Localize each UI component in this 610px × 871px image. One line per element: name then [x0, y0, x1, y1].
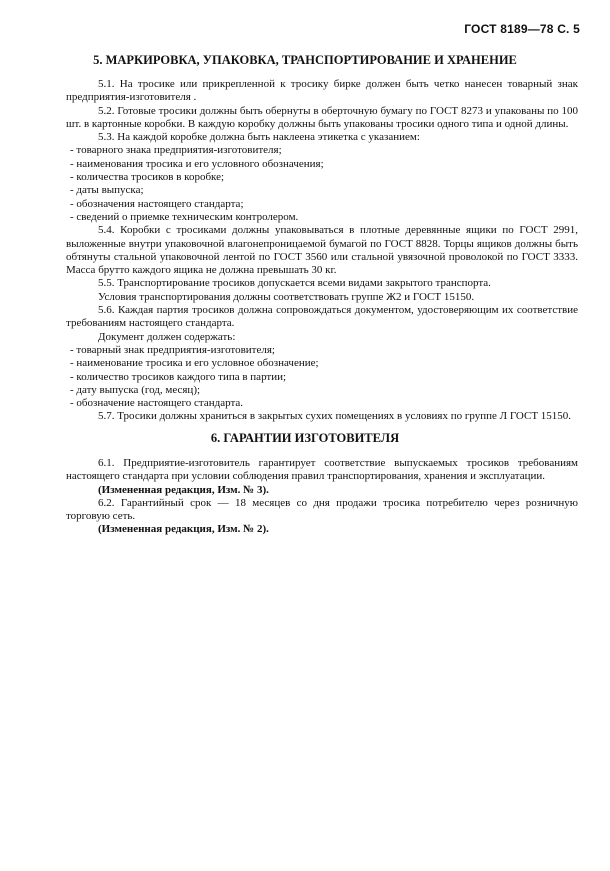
paragraph-5-7: 5.7. Тросики должны храниться в закрытых сухих помещениях в условиях по группе Л ГОСТ 15150.: [98, 410, 572, 423]
section-6-body: [66, 457, 578, 537]
paragraph-5-3: 5.3. На каждой коробке должна быть наклеена этикетка с указанием:: [98, 131, 420, 144]
list-item: - товарного знака предприятия-изготовителя;: [66, 144, 578, 157]
paragraph-6-2: 6.2. Гарантийный срок — 18 месяцев со дня продажи тросика потребителю через розничную торговую сеть.: [66, 496, 578, 523]
section-5-body: [66, 78, 578, 424]
list-item: - даты выпуска;: [66, 184, 578, 197]
paragraph-5-1: 5.1. На тросике или прикрепленной к тросику бирке должен быть четко нанесен товарный знак предприятия-изготовителя .: [66, 78, 578, 104]
page-header-code: ГОСТ 8189—78 С. 5: [464, 22, 580, 36]
document-contents-list: [66, 344, 578, 410]
amendment-note-6-1: (Измененная редакция, Изм. № 3).: [98, 483, 269, 496]
list-item: - обозначение настоящего стандарта.: [66, 397, 578, 410]
paragraph-5-5-conditions: Условия транспортирования должны соответствовать группе Ж2 и ГОСТ 15150.: [98, 290, 475, 303]
paragraph-5-6: 5.6. Каждая партия тросиков должна сопровождаться документом, удостоверяющим их соответствие требованиям настоящего стандарта.: [66, 304, 578, 330]
list-item: - наименование тросика и его условное обозначение;: [66, 357, 578, 370]
amendment-note-6-2: (Измененная редакция, Изм. № 2).: [98, 523, 269, 536]
list-item: - наименования тросика и его условного обозначения;: [66, 158, 578, 171]
paragraph-5-5: 5.5. Транспортирование тросиков допускается всеми видами закрытого транспорта.: [98, 277, 491, 290]
list-item: - товарный знак предприятия-изготовителя;: [66, 344, 578, 357]
section-5-title: 5. МАРКИРОВКА, УПАКОВКА, ТРАНСПОРТИРОВАНИЕ И ХРАНЕНИЕ: [93, 53, 517, 67]
list-item: - количество тросиков каждого типа в партии;: [66, 371, 578, 384]
paragraph-5-6-document: Документ должен содержать:: [98, 330, 236, 343]
list-item: - дату выпуска (год, месяц);: [66, 384, 578, 397]
label-contents-list: [66, 144, 578, 224]
list-item: - количества тросиков в коробке;: [66, 171, 578, 184]
list-item: - обозначения настоящего стандарта;: [66, 198, 578, 211]
section-6-title: 6. ГАРАНТИИ ИЗГОТОВИТЕЛЯ: [210, 431, 400, 445]
list-item: - сведений о приемке техническим контролером.: [66, 211, 578, 224]
paragraph-6-1: 6.1. Предприятие-изготовитель гарантирует соответствие выпускаемых тросиков требованиям настоящего стандарта при условии соблюдения правил транспортирования, хранения и эксплуатации.: [66, 457, 578, 483]
paragraph-5-4: 5.4. Коробки с тросиками должны упаковываться в плотные деревянные ящики по ГОСТ 2991, выложенные внутри упаковочной влагонепроницаемой бумагой по ГОСТ 8828. Торцы ящиков должны быть обтянуты стальной упаковочной лентой по ГОСТ 3560 или стальной увязочной проволокой по ГОСТ 3333. Масса брутто каждого ящика не должна превышать 30 кг.: [66, 224, 578, 277]
paragraph-5-2: 5.2. Готовые тросики должны быть обернуты в оберточную бумагу по ГОСТ 8273 и упакованы по 100 шт. в картонные коробки. В каждую коробку должны быть упакованы тросики одного типа и одной длины.: [66, 104, 578, 130]
